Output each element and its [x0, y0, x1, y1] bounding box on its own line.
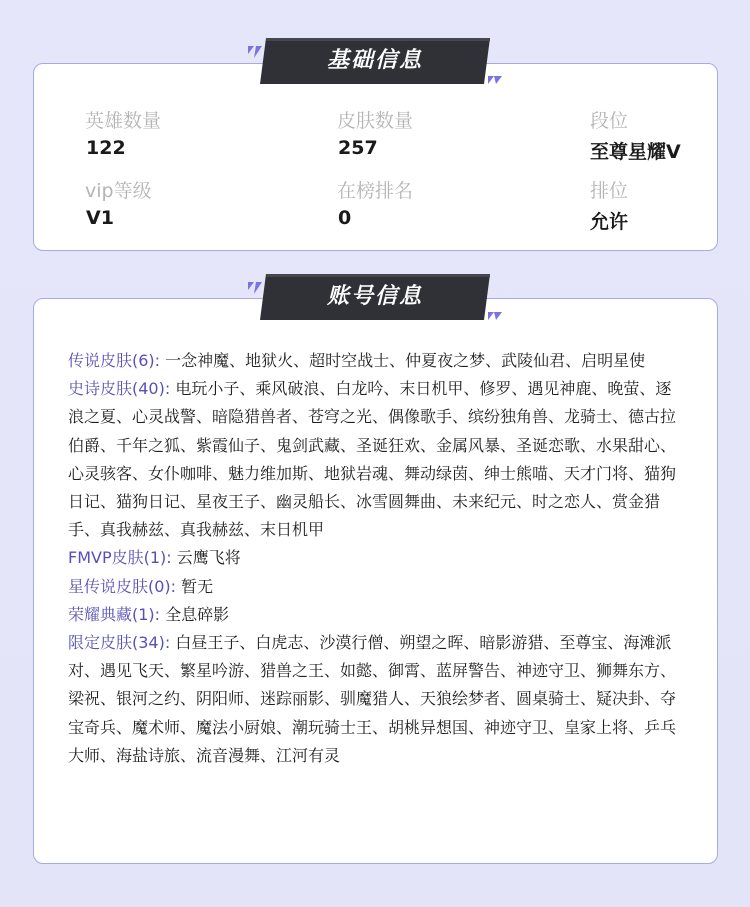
skin-category-items: 全息碎影 [165, 604, 230, 624]
skin-count-value: 257 [338, 137, 378, 159]
vip-level-label: vip等级 [85, 180, 152, 202]
section-title-basic: 基础信息 [326, 48, 423, 73]
skin-category-epic [68, 375, 680, 544]
skin-category-label: FMVP皮肤(1): [68, 548, 172, 568]
skin-category-label: 荣耀典藏(1): [68, 604, 161, 624]
skin-category-limited [68, 629, 680, 770]
skin-list [68, 347, 680, 770]
skin-category-label: 星传说皮肤(0): [68, 576, 177, 596]
ranking-label: 排位 [590, 180, 629, 202]
skin-category-glory-collection [68, 601, 680, 629]
rank-value: 至尊星耀V [590, 141, 681, 163]
section-title-account: 账号信息 [326, 284, 423, 309]
skin-category-legendary [68, 347, 680, 375]
skin-category-label: 限定皮肤(34): [68, 633, 171, 653]
skin-category-items: 一念神魔、地狱火、超时空战士、仲夏夜之梦、武陵仙君、启明星使 [165, 351, 646, 370]
leaderboard-value: 0 [338, 207, 352, 229]
leaderboard-label: 在榜排名 [337, 180, 414, 202]
skin-category-items: 云鹰飞将 [176, 548, 241, 568]
skin-count-label: 皮肤数量 [337, 110, 414, 132]
ranking-value: 允许 [590, 211, 629, 233]
hero-count-value: 122 [86, 137, 126, 159]
skin-category-label: 传说皮肤(6): [68, 351, 161, 370]
basic-info-header [244, 38, 506, 88]
skin-category-items: 白昼王子、白虎志、沙漠行僧、朔望之晖、暗影游猎、至尊宝、海滩派对、遇见飞天、繁星吟游、猎兽之王、如懿、御霄、蓝屏警告、神迹守卫、狮舞东方、梁祝、银河之约、阴阳师、迷踪丽影、驯魔猎人、天狼绘梦者、圆桌骑士、疑决卦、夺宝奇兵、魔术师、魔法小厨娘、潮玩骑士王、胡桃异想国、神迹守卫、皇家上将、乒乓大师、海盐诗旅、流音漫舞、江河有灵 [68, 633, 677, 765]
account-info-header [244, 274, 506, 324]
skin-category-items: 暂无 [181, 576, 214, 596]
vip-level-value: V1 [86, 207, 114, 229]
skin-category-star-legendary [68, 573, 680, 601]
skin-category-label: 史诗皮肤(40): [68, 379, 171, 399]
skin-category-fmvp [68, 544, 680, 572]
rank-label: 段位 [590, 110, 629, 132]
hero-count-label: 英雄数量 [85, 110, 162, 132]
skin-category-items: 电玩小子、乘风破浪、白龙吟、末日机甲、修罗、遇见神鹿、晚萤、逐浪之夏、心灵战警、暗隐猎兽者、苍穹之光、偶像歌手、缤纷独角兽、龙骑士、德古拉伯爵、千年之狐、紫霞仙子、鬼剑武藏、圣诞狂欢、金属风暴、圣诞恋歌、水果甜心、心灵骇客、女仆咖啡、魅力维加斯、地狱岩魂、舞动绿茵、绅士熊喵、天才门将、猫狗日记、猫狗日记、星夜王子、幽灵船长、冰雪圆舞曲、未来纪元、时之恋人、赏金猎手、真我赫兹、真我赫兹、末日机甲 [68, 379, 677, 540]
